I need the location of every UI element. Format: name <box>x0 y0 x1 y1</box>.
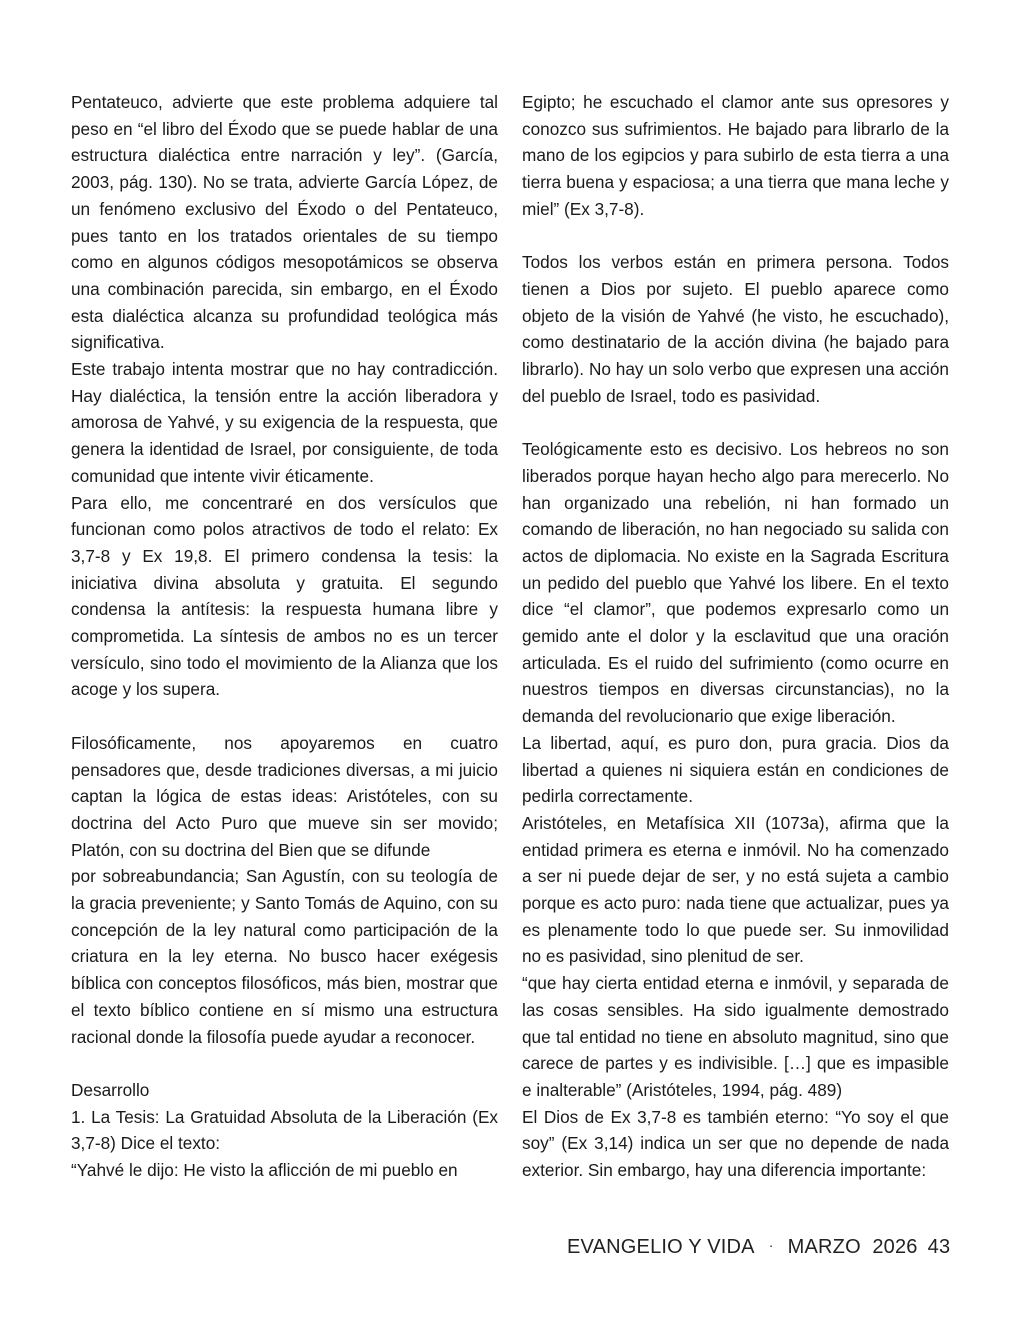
page-number: 43 <box>927 1236 951 1258</box>
paragraph: El Dios de Ex 3,7-8 es también eterno: “Yo soy el que soy” (Ex 3,14) indica un ser que no depende de nada exterior. Sin embargo, hay una diferencia importante: <box>522 1106 949 1181</box>
subsection-heading: 1. La Tesis: La Gratuidad Absoluta de la Liberación (Ex 3,7-8) Dice el texto: <box>71 1106 498 1154</box>
issue-date: MARZO 2026 <box>787 1236 918 1258</box>
quote-paragraph: Egipto; he escuchado el clamor ante sus opresores y conozco sus sufrimientos. He bajado para librarlo de la mano de los egipcios y para subirlo de esta tierra a una tierra buena y espaciosa; a una tierra que mana leche y miel” (Ex 3,7-8). <box>522 92 949 219</box>
quote-paragraph: “Yahvé le dijo: He visto la aflicción de mi pueblo en <box>71 1160 458 1181</box>
footer-separator: · <box>768 1237 774 1253</box>
left-column <box>71 89 498 1184</box>
paragraph: La libertad, aquí, es puro don, pura gracia. Dios da libertad a quienes ni siquiera están en condiciones de pedirla correctamente. <box>522 732 949 807</box>
section-heading: Desarrollo <box>71 1079 150 1100</box>
paragraph: Filosóficamente, nos apoyaremos en cuatro pensadores que, desde tradiciones diversas, a mi juicio captan la lógica de estas ideas: Aristóteles, con su doctrina del Acto Puro que mueve sin ser movido; Platón, con su doctrina del Bien que se difunde <box>71 732 498 860</box>
paragraph: por sobreabundancia; San Agustín, con su teología de la gracia preveniente; y Santo Tomás de Aquino, con su concepción de la ley natural como participación de la criatura en la ley eterna. No busco hacer exégesis bíblica con conceptos filosóficos, más bien, mostrar que el texto bíblico contiene en sí mismo una estructura racional donde la filosofía puede ayudar a reconocer. <box>71 866 498 1047</box>
paragraph: Este trabajo intenta mostrar que no hay contradicción. Hay dialéctica, la tensión entre la acción liberadora y amorosa de Yahvé, y su exigencia de la respuesta, que genera la identidad de Israel, por consiguiente, de toda comunidad que intente vivir éticamente. <box>71 359 498 486</box>
paragraph: Teológicamente esto es decisivo. Los hebreos no son liberados porque hayan hecho algo para merecerlo. No han organizado una rebelión, ni han formado un comando de liberación, no han negociado su salida con actos de diplomacia. No existe en la Sagrada Escritura un pedido del pueblo que Yahvé los libere. En el texto dice “el clamor”, que podemos expresarlo como un gemido ante el dolor y la esclavitud que una oración articulada. Es el ruido del sufrimiento (como ocurre en nuestros tiempos en diversas circunstancias), no la demanda del revolucionario que exige liberación. <box>522 439 949 727</box>
quote-paragraph: “que hay cierta entidad eterna e inmóvil, y separada de las cosas sensibles. Ha sido igualmente demostrado que tal entidad no tiene en absoluto magnitud, sino que carece de partes y es indivisible. […] que es impasible e inalterable” (Aristóteles, 1994, pág. 489) <box>522 973 949 1100</box>
paragraph: Aristóteles, en Metafísica XII (1073a), afirma que la entidad primera es eterna e inmóvil. No ha comenzado a ser ni puede dejar de ser, y no está sujeta a cambio porque es acto puro: nada tiene que actualizar, pues ya es plenamente todo lo que puede ser. Su inmovilidad no es pasividad, sino plenitud de ser. <box>522 812 949 967</box>
publication-title: EVANGELIO Y VIDA <box>567 1236 755 1258</box>
paragraph: Para ello, me concentraré en dos versículos que funcionan como polos atractivos de todo el relato: Ex 3,7-8 y Ex 19,8. El primero condensa la tesis: la iniciativa divina absoluta y gratuita. El segundo condensa la antítesis: la respuesta humana libre y comprometida. La síntesis de ambos no es un tercer versículo, sino todo el movimiento de la Alianza que los acoge y los supera. <box>71 492 498 700</box>
paragraph: Pentateuco, advierte que este problema adquiere tal peso en “el libro del Éxodo que se puede hablar de una estructura dialéctica entre narración y ley”. (García, 2003, pág. 130). No se trata, advierte García López, de un fenómeno exclusivo del Éxodo o del Pentateuco, pues tanto en los tratados orientales de su tiempo como en algunos códigos mesopotámicos se observa una combinación parecida, sin embargo, en el Éxodo esta dialéctica alcanza su profundidad teológica más significativa. <box>71 92 498 353</box>
right-column <box>522 89 949 1184</box>
paragraph: Todos los verbos están en primera persona. Todos tienen a Dios por sujeto. El pueblo aparece como objeto de la visión de Yahvé (he visto, he escuchado), como destinatario de la acción divina (he bajado para librarlo). No hay un solo verbo que expresen una acción del pueblo de Israel, todo es pasividad. <box>522 252 949 406</box>
page-footer <box>567 1236 950 1259</box>
